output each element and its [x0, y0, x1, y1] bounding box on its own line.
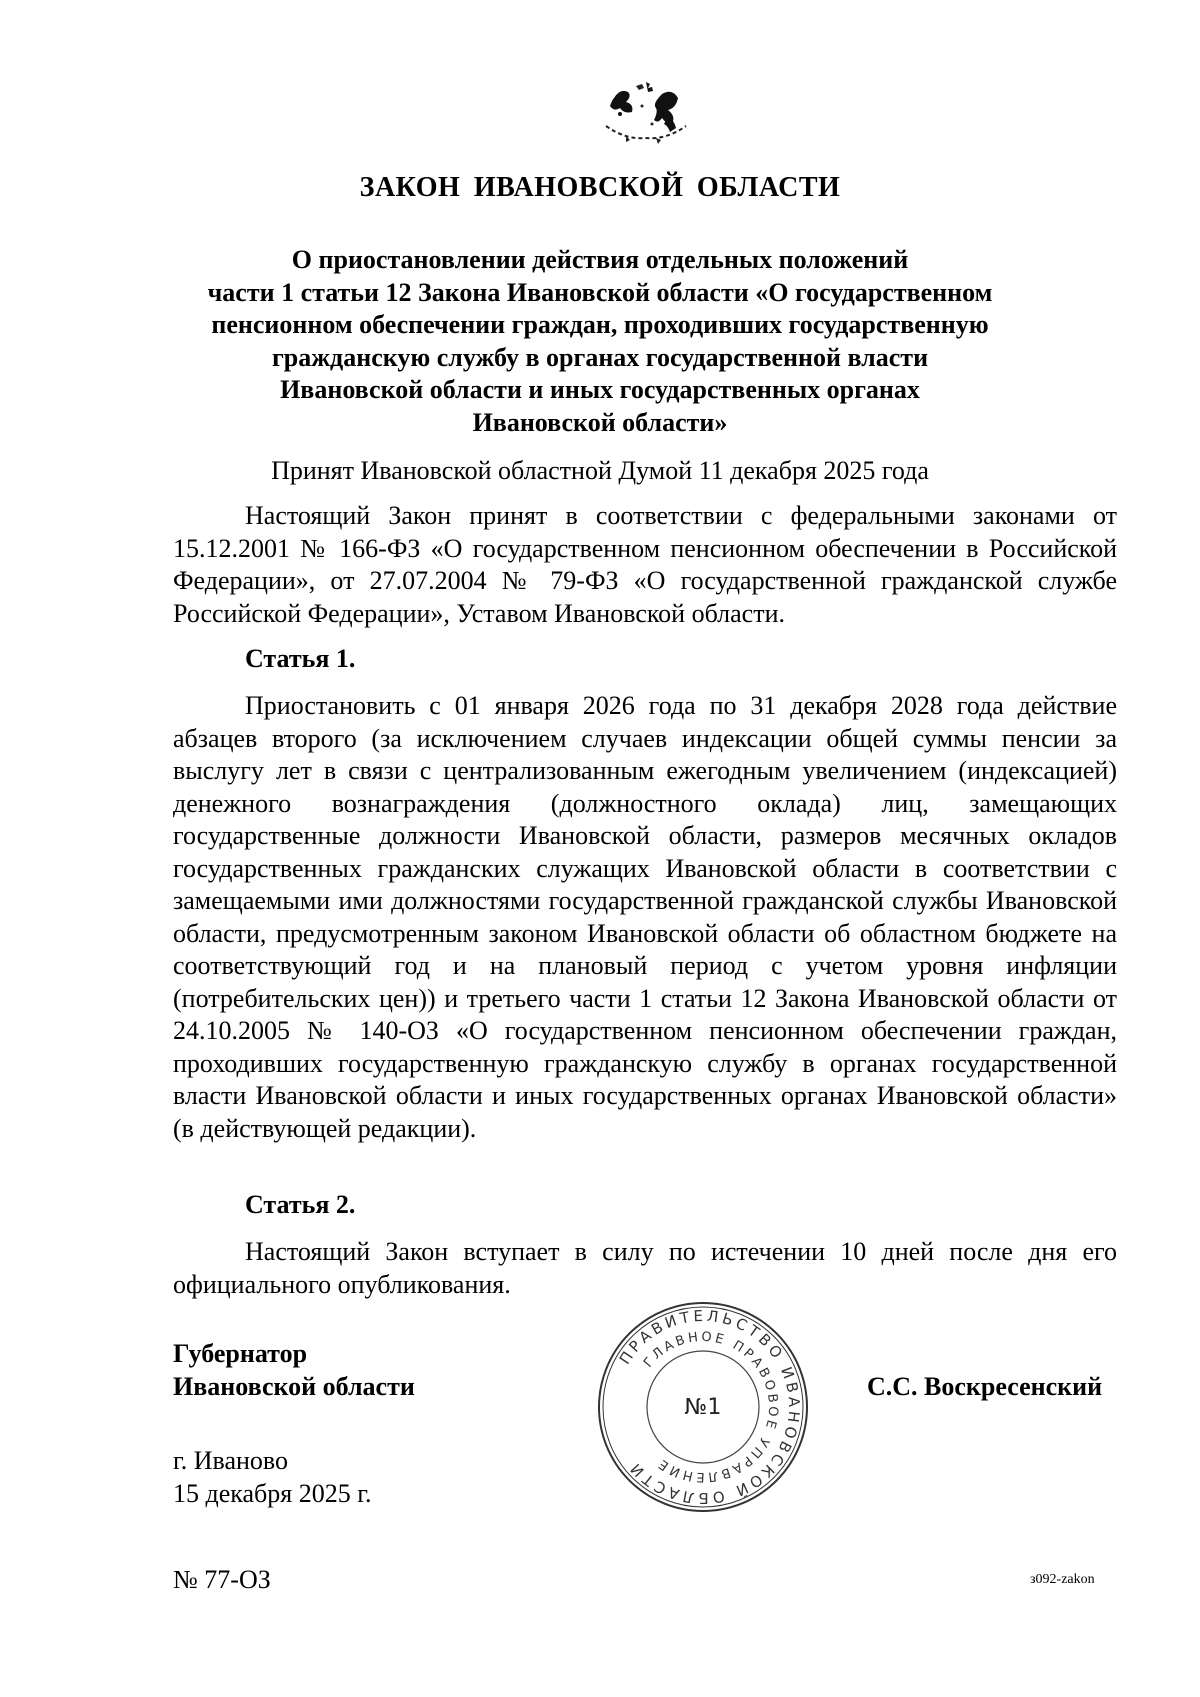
article-2-text: Настоящий Закон вступает в силу по истечении 10 дней после дня его официального опубликования.	[173, 1237, 1117, 1299]
stamp-number: №1	[684, 1395, 722, 1420]
document-title: ЗАКОН ИВАНОВСКОЙ ОБЛАСТИ	[359, 172, 841, 203]
stamp-outer-text: ПРАВИТЕЛЬСТВО ИВАНОВСКОЙ ОБЛАСТИ	[615, 1306, 804, 1508]
stamp-icon	[596, 1300, 810, 1514]
signatory-title-line: Губернатор	[173, 1339, 308, 1368]
city: г. Иваново	[173, 1446, 288, 1475]
place-and-date	[173, 1444, 371, 1510]
signing-date: 15 декабря 2025 г.	[173, 1479, 372, 1508]
law-subject	[150, 244, 1050, 439]
document-code: з092-zakon	[1030, 1572, 1095, 1587]
official-stamp	[596, 1300, 810, 1514]
stamp-inner-text: ГЛАВНОЕ ПРАВОВОЕ УПРАВЛЕНИЕ	[641, 1329, 781, 1485]
subject-line: пенсионном обеспечении граждан, проходивших государственную	[211, 310, 989, 339]
signatory-title-line: Ивановской области	[173, 1372, 415, 1401]
subject-line: О приостановлении действия отдельных положений	[291, 245, 909, 274]
subject-line: части 1 статьи 12 Закона Ивановской области «О государственном	[207, 277, 993, 307]
article-2-heading: Статья 2.	[245, 1190, 356, 1219]
signatory-title	[173, 1337, 415, 1403]
article-1-text: Приостановить с 01 января 2026 года по 31 декабря 2028 года действие абзацев второго (за исключением случаев индексации общей суммы пенсии за выслугу лет в связи с централизованным ежегодным увеличением (индексацией) денежного вознаграждения (должностного оклада) лиц, замещающих государственные должности Ивановской области, размеров месячных окладов государственных гражданских служащих Ивановской области в соответствии с замещаемыми ими должностями государственной гражданской службы Ивановской области, предусмотренным законом Ивановской области об областном бюджете на соответствующий год и на плановый период с учетом уровня инфляции (потребительских цен)) и третьего части 1 статьи 12 Закона Ивановской области от 24.10.2005 № 140-ОЗ «О государственном пенсионном обеспечении граждан, проходивших государственную гражданскую службу в органах государственной власти Ивановской области и иных государственных органах Ивановской области» (в действующей редакции).	[173, 691, 1117, 1143]
signatory-name: С.С. Воскресенский	[867, 1372, 1103, 1401]
subject-line: гражданскую службу в органах государственной власти	[271, 342, 929, 372]
preamble-paragraph: Настоящий Закон принят в соответствии с федеральными законами от 15.12.2001 № 166-ФЗ «О государственном пенсионном обеспечении в Российской Федерации», от 27.07.2004 № 79-ФЗ «О государственной гражданской службе Российской Федерации», Уставом Ивановской области.	[173, 501, 1117, 628]
law-number: № 77-ОЗ	[173, 1565, 271, 1594]
coat-of-arms-icon	[596, 76, 696, 152]
adoption-line: Принят Ивановской областной Думой 11 декабря 2025 года	[271, 456, 929, 485]
subject-line: Ивановской области»	[472, 407, 728, 437]
article-1-heading: Статья 1.	[245, 644, 356, 673]
subject-line: Ивановской области и иных государственных органах	[280, 375, 920, 404]
